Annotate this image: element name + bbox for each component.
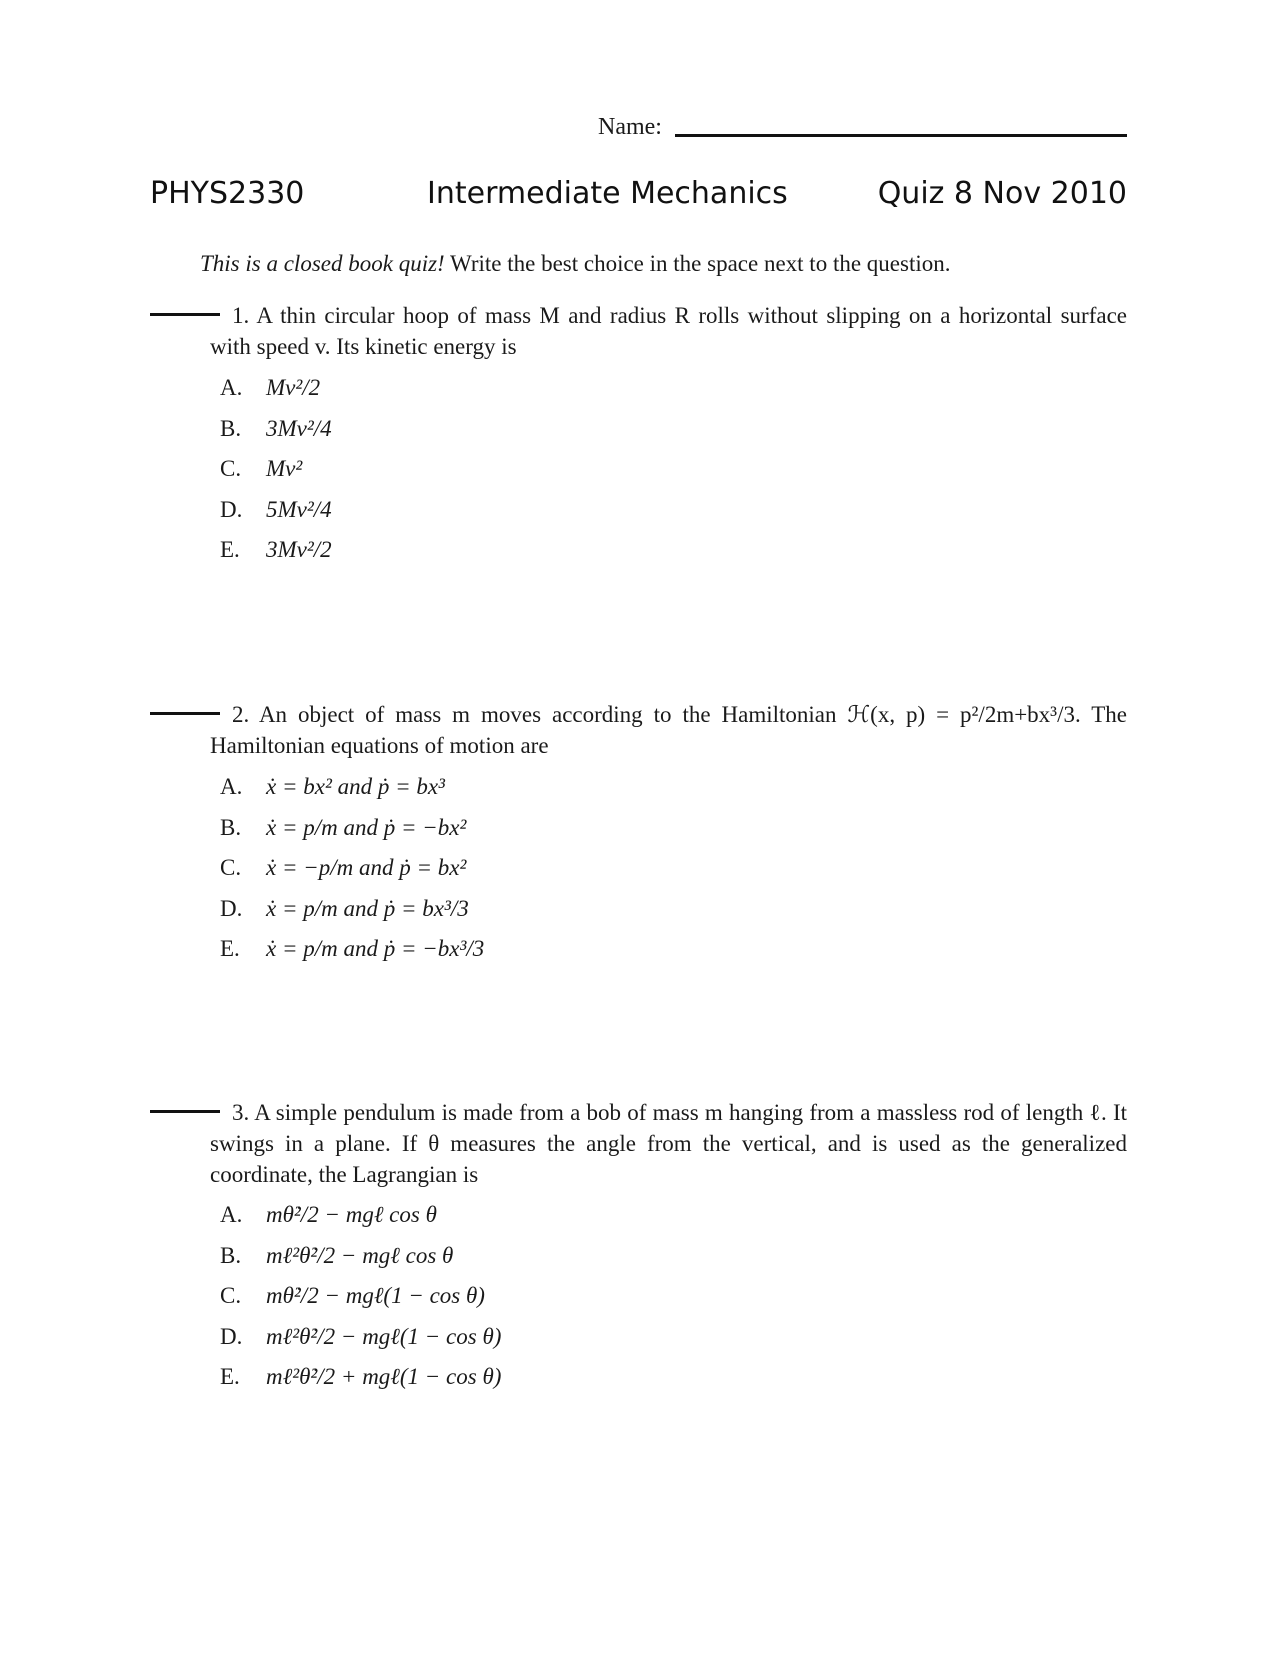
option-c[interactable] bbox=[220, 1276, 501, 1317]
option-text: 3Mv²/2 bbox=[266, 537, 332, 562]
option-b[interactable] bbox=[220, 409, 332, 450]
question-number: 1. bbox=[232, 303, 250, 328]
option-text: mℓ²θ̇²/2 + mgℓ(1 − cos θ) bbox=[266, 1364, 502, 1389]
question-text-2 bbox=[210, 699, 1127, 761]
option-letter: B. bbox=[220, 415, 242, 441]
option-e[interactable] bbox=[220, 530, 332, 571]
name-blank-line[interactable] bbox=[675, 134, 1127, 137]
question-body: A thin circular hoop of mass M and radius R rolls without slipping on a horizontal surface with speed v. Its kinetic energy is bbox=[210, 303, 1127, 359]
option-a[interactable] bbox=[220, 767, 484, 808]
option-letter: D. bbox=[220, 895, 243, 921]
option-letter: E. bbox=[220, 1364, 240, 1389]
question-text-3 bbox=[210, 1097, 1127, 1190]
option-letter: A. bbox=[220, 1202, 243, 1227]
option-b[interactable] bbox=[220, 808, 484, 849]
option-letter: B. bbox=[220, 814, 242, 840]
question-body: A simple pendulum is made from a bob of mass m hanging from a massless rod of length ℓ. It swings in a plane. If θ measures the angle from the vertical, and is used as the generalized coordinate, the Lagrangian is bbox=[210, 1100, 1127, 1187]
instructions-text: Write the best choice in the space next to the question. bbox=[444, 251, 951, 276]
instructions-italic: This is a closed book quiz! bbox=[200, 251, 445, 276]
option-text: ẋ = −p/m and ṗ = bx² bbox=[266, 855, 467, 880]
option-e[interactable] bbox=[220, 929, 484, 970]
options-list-2 bbox=[220, 767, 484, 970]
option-text: ẋ = p/m and ṗ = bx³/3 bbox=[266, 895, 469, 921]
option-text: ẋ = bx² and ṗ = bx³ bbox=[266, 774, 445, 799]
option-c[interactable] bbox=[220, 848, 484, 889]
question-text-1 bbox=[210, 300, 1127, 362]
option-text: ẋ = p/m and ṗ = −bx² bbox=[266, 814, 467, 840]
option-text: Mv²/2 bbox=[266, 375, 321, 400]
quiz-date: Quiz 8 Nov 2010 bbox=[877, 176, 1127, 211]
question-body: An object of mass m moves according to the Hamiltonian ℋ(x, p) = p²/2m+bx³/3. The Hamiltonian equations of motion are bbox=[210, 702, 1128, 758]
option-letter: A. bbox=[220, 774, 243, 799]
course-title: Intermediate Mechanics bbox=[427, 176, 788, 211]
question-number: 2. bbox=[232, 702, 250, 727]
option-letter: E. bbox=[220, 537, 240, 562]
option-text: mθ̇²/2 − mgℓ(1 − cos θ) bbox=[266, 1283, 485, 1308]
options-list-1 bbox=[220, 368, 332, 571]
option-a[interactable] bbox=[220, 1195, 501, 1236]
options-list-3 bbox=[220, 1195, 501, 1398]
option-a[interactable] bbox=[220, 368, 332, 409]
option-letter: D. bbox=[220, 496, 243, 522]
option-letter: C. bbox=[220, 456, 242, 481]
option-letter: D. bbox=[220, 1323, 243, 1349]
option-c[interactable] bbox=[220, 449, 332, 490]
option-letter: A. bbox=[220, 375, 243, 400]
option-text: 3Mv²/4 bbox=[266, 415, 332, 441]
option-text: mℓ²θ̇²/2 − mgℓ(1 − cos θ) bbox=[266, 1323, 502, 1349]
name-label: Name: bbox=[598, 114, 662, 140]
option-text: Mv² bbox=[266, 456, 303, 481]
option-text: mθ̇²/2 − mgℓ cos θ bbox=[266, 1202, 437, 1227]
option-b[interactable] bbox=[220, 1236, 501, 1277]
option-d[interactable] bbox=[220, 889, 484, 930]
option-text: ẋ = p/m and ṗ = −bx³/3 bbox=[266, 936, 485, 961]
option-letter: C. bbox=[220, 1283, 242, 1308]
option-d[interactable] bbox=[220, 1317, 501, 1358]
course-code: PHYS2330 bbox=[150, 176, 305, 211]
option-d[interactable] bbox=[220, 490, 332, 531]
option-letter: B. bbox=[220, 1242, 242, 1268]
option-e[interactable] bbox=[220, 1357, 501, 1398]
question-number: 3. bbox=[232, 1100, 250, 1125]
option-letter: C. bbox=[220, 855, 242, 880]
page-header bbox=[150, 172, 1127, 216]
option-text: mℓ²θ̇²/2 − mgℓ cos θ bbox=[266, 1242, 454, 1268]
option-text: 5Mv²/4 bbox=[266, 496, 332, 522]
option-letter: E. bbox=[220, 936, 240, 961]
instructions bbox=[200, 249, 950, 279]
